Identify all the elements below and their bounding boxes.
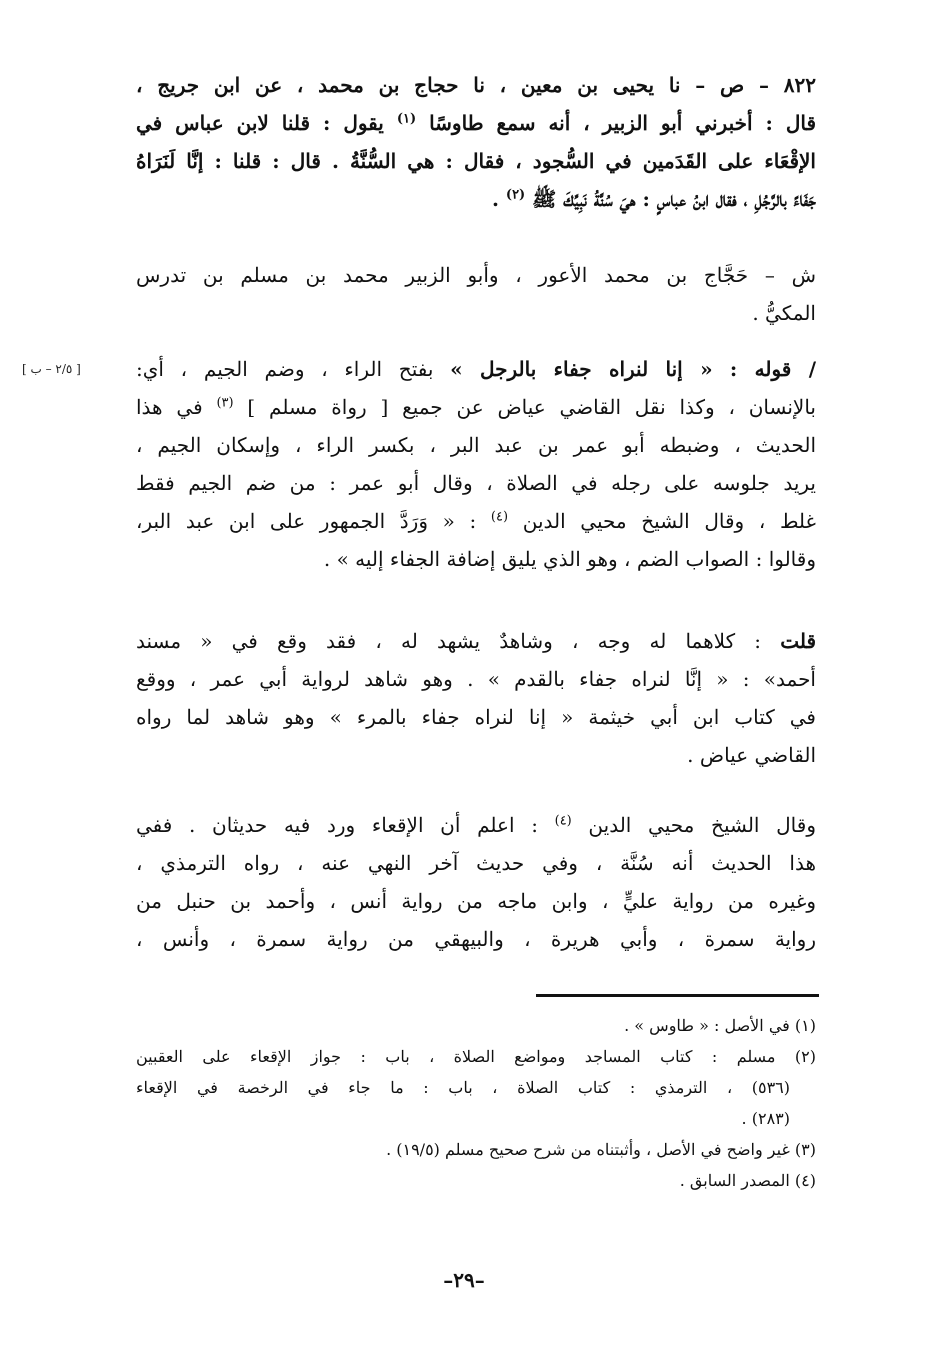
- nawawi-line-4: رواية سمرة ، وأبي هريرة ، والبيهقي من رواية سمرة ، وأنس ،: [136, 927, 816, 951]
- footnote-1: (١) في الأصل : « طاوس » .: [624, 1016, 816, 1035]
- qawluh-heading: / قوله : « إنا لنراه جفاء بالرجل »: [450, 357, 816, 381]
- qawluh-line-3: الحديث ، وضبطه أبو عمر بن عبد البر ، بكسر الراء ، وإسكان الجيم ،: [136, 433, 816, 457]
- nawawi-line-1-end: : اعلم أن الإقعاء ورد فيه حديثان . ففي: [136, 813, 538, 837]
- qultu-paragraph: [136, 622, 816, 774]
- qawluh-line-2-end: في هذا: [136, 395, 203, 419]
- footnote-separator: [536, 994, 819, 997]
- qawluh-paragraph: [136, 350, 816, 578]
- sharh-line-1: ش – حَجَّاج بن محمد الأعور ، وأبو الزبير محمد بن مسلم بن تدرس: [136, 263, 816, 287]
- hadith-line-4-end: .: [491, 187, 499, 211]
- footnotes: [136, 1010, 816, 1196]
- margin-folio-reference: [ ٢/٥ – ب ]: [22, 362, 81, 376]
- qawluh-line-5-end: : « وَرَدَّ الجمهور على ابن عبد البر،: [136, 509, 477, 533]
- qawluh-line-2-start: بالإنسان ، وكذا نقل القاضي عياض عن جميع [ رواة مسلم ]: [247, 395, 816, 419]
- qawluh-line-1: [136, 350, 816, 388]
- hadith-line-3: الإقْعَاء على القَدَمين في السُّجود ، فقال : هي السُّنَّةُ . قال : قلنا : إنَّا لَنَرَاهُ: [136, 149, 816, 173]
- qultu-heading: قلت: [780, 629, 816, 653]
- hadith-line-2-end: يقول : قلنا لابن عباس في: [136, 111, 384, 135]
- qawluh-line-2: [136, 388, 816, 426]
- footnote-mark-1: (١): [396, 111, 417, 127]
- qawluh-line-6: وقالوا : الصواب الضم ، وهو الذي يليق إضافة الجفاء إليه » .: [323, 547, 816, 571]
- footnote-mark-2: (٢): [505, 187, 526, 203]
- hadith-line-1: ٨٢٢ – ص – نا يحيى بن معين ، نا حجاج بن محمد ، عن ابن جريج ،: [136, 73, 816, 97]
- hadith-line-4: [136, 180, 816, 218]
- hadith-line-2-start: قال : أخبرني أبو الزبير ، أنه سمع طاوسًا: [429, 111, 816, 135]
- qawluh-line-4: يريد جلوسه على رجله في الصلاة ، وقال أبو عمر : من ضم الجيم فقط: [136, 471, 816, 495]
- footnote-mark-4: (٤): [490, 509, 509, 525]
- nawawi-paragraph: [136, 806, 816, 958]
- qultu-line-2: أحمد» : « إنَّا لنراه جفاء بالقدم » . وهو شاهد لرواية أبي عمر ، ووقع: [136, 667, 816, 691]
- qultu-line-4: القاضي عياض .: [687, 743, 816, 767]
- qawluh-line-5-start: غلط ، وقال الشيخ محيي الدين: [522, 509, 816, 533]
- footnote-4: (٤) المصدر السابق .: [679, 1171, 816, 1190]
- footnote-mark-3: (٣): [216, 395, 234, 411]
- page-number: –٢٩–: [443, 1268, 485, 1292]
- qultu-line-3: في كتاب ابن أبي خيثمة « إنا لنراه جفاء بالمرء » وهو شاهد لما رواه: [136, 705, 816, 729]
- nawawi-line-3: وغيره من رواية عليٍّ ، وابن ماجه من رواية أنس ، وأحمد بن حنبل من: [136, 889, 816, 913]
- footnote-mark-4b: (٤): [554, 813, 572, 829]
- nawawi-line-2: هذا الحديث أنه سُنَّة ، وفي حديث آخر النهي عنه ، رواه الترمذي ،: [136, 851, 816, 875]
- sharh-line-2: المكيُّ .: [752, 301, 816, 325]
- footnote-2-line-1: (٢) مسلم : كتاب المساجد ومواضع الصلاة ، باب : جواز الإقعاء على العقبين: [136, 1047, 816, 1066]
- qultu-line-1: [136, 622, 816, 660]
- hadith-text: [136, 66, 816, 218]
- qultu-line-1-rest: : كلاهما له وجه ، وشاهدٌ يشهد له ، فقد وقع في « مسند: [136, 629, 762, 653]
- footnote-2-line-2: (٥٣٦) ، الترمذي : كتاب الصلاة ، باب : ما جاء في الرخصة في الإقعاء: [136, 1078, 790, 1097]
- hadith-line-4-text: جَفَاءً بالرَّجُلِ ، فقال ابنُ عباسٍ : هيَ سُنَّةُ نَبِيِّكَ ﷺ: [532, 187, 816, 211]
- nawawi-line-1-start: وقال الشيخ محيي الدين: [588, 813, 816, 837]
- qawluh-line-1-rest: بفتح الراء ، وضم الجيم ، أي:: [136, 357, 434, 381]
- footnote-2-line-3: (٢٨٣) .: [741, 1109, 790, 1128]
- nawawi-line-1: [136, 806, 816, 844]
- qawluh-line-5: [136, 502, 816, 540]
- sharh-paragraph: [136, 256, 816, 332]
- footnote-3: (٣) غير واضح في الأصل ، وأثبتناه من شرح صحيح مسلم (١٩/٥) .: [386, 1140, 816, 1159]
- hadith-line-2: [136, 104, 816, 142]
